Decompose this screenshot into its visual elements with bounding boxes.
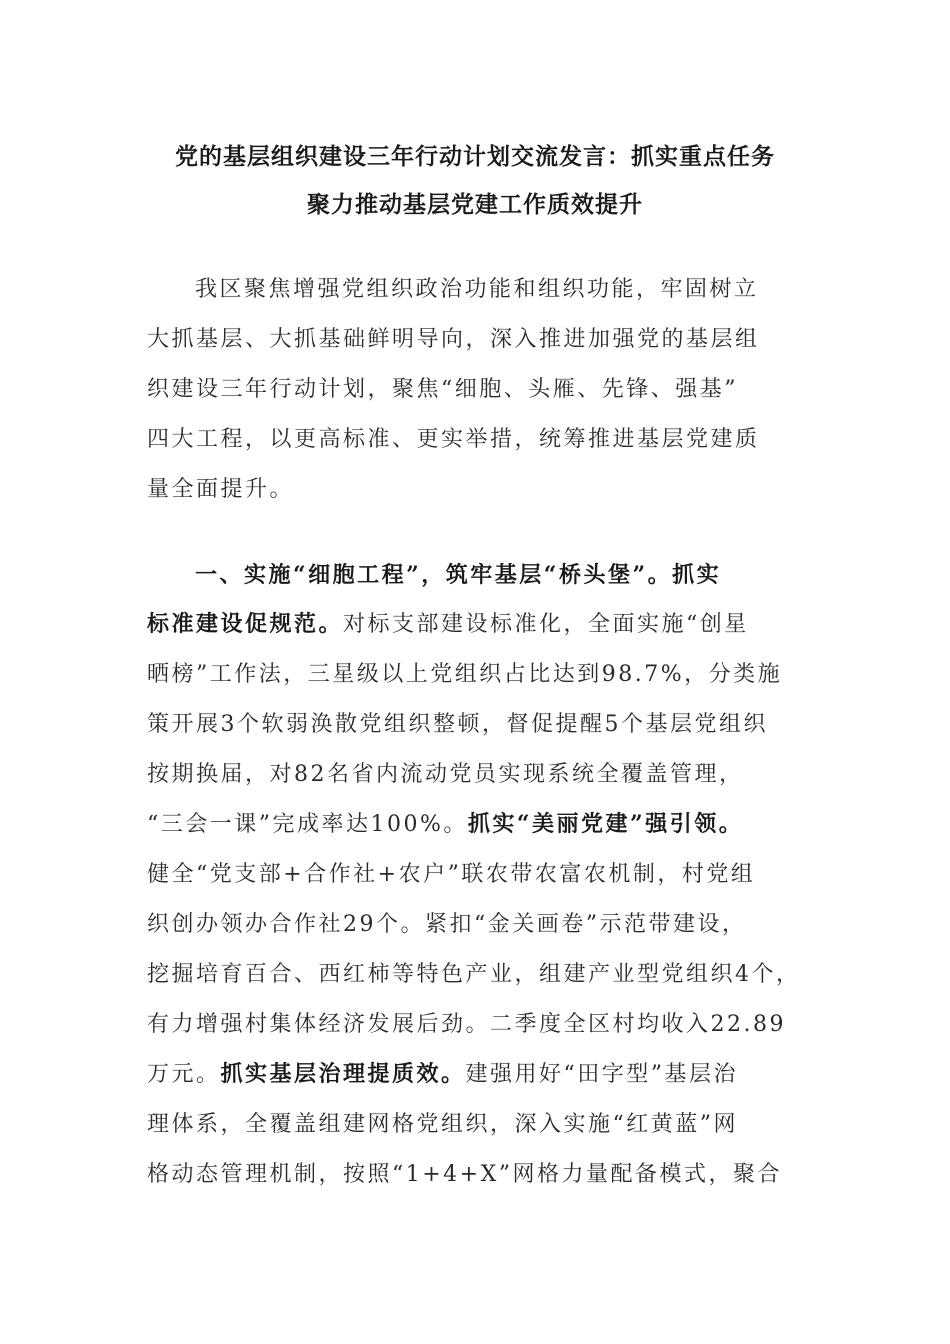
section-1-line-3: 晒榜”工作法，三星级以上党组织占比达到98.7%，分类施 [147, 662, 783, 687]
section-1-line-9: 挖掘培育百合、西红柿等特色产业，组建产业型党组织4个， [147, 962, 801, 987]
section-1-line-11 [147, 1057, 738, 1088]
intro-line-4: 四大工程，以更高标准、更实举措，统筹推进基层党建质 [147, 427, 760, 452]
section-1-line-5: 按期换届，对82名省内流动党员实现系统全覆盖管理， [147, 762, 744, 787]
document-title-line-2: 聚力推动基层党建工作质效提升 [307, 191, 643, 218]
section-1-line-8: 织创办领办合作社29个。紧扣“金关画卷”示范带建设， [147, 912, 747, 937]
document-title-line-1: 党的基层组织建设三年行动计划交流发言：抓实重点任务 [175, 143, 775, 170]
intro-line-5: 量全面提升。 [147, 477, 295, 502]
section-1-line-6 [147, 807, 743, 838]
section-1-heading: 一、实施“细胞工程”，筑牢基层“桥头堡”。抓实 [195, 562, 722, 588]
section-1-line-2 [147, 607, 749, 638]
subheading-beautiful-party-building: 抓实“美丽党建”强引领。 [467, 811, 744, 837]
section-1-line-11-rest: 建强用好“田字型”基层治 [465, 1062, 739, 1087]
section-1-line-13: 格动态管理机制，按照“1+4+X”网格力量配备模式，聚合 [147, 1162, 783, 1187]
section-1-line-4: 策开展3个软弱涣散党组织整顿，督促提醒5个基层党组织 [147, 712, 768, 737]
section-1-line-10: 有力增强村集体经济发展后劲。二季度全区村均收入22.89 [147, 1012, 786, 1037]
section-1-line-6-text: “三会一课”完成率达100%。 [147, 812, 468, 837]
section-1-line-11-text: 万元。 [147, 1062, 221, 1087]
intro-line-2: 大抓基层、大抓基础鲜明导向，深入推进加强党的基层组 [147, 327, 760, 352]
section-1-line-7: 健全“党支部+合作社+农户”联农带农富农机制，村党组 [147, 862, 756, 887]
intro-line-3: 织建设三年行动计划，聚焦“细胞、头雁、先锋、强基” [147, 377, 738, 402]
subheading-standard-construction: 标准建设促规范。 [147, 611, 344, 637]
section-1-line-12: 理体系，全覆盖组建网格党组织，深入实施“红黄蓝”网 [147, 1112, 738, 1137]
section-1-line-2-text: 对标支部建设标准化，全面实施“创星 [343, 612, 749, 637]
intro-line-1: 我区聚焦增强党组织政治功能和组织功能，牢固树立 [195, 277, 759, 302]
subheading-grassroots-governance: 抓实基层治理提质效。 [220, 1061, 466, 1087]
